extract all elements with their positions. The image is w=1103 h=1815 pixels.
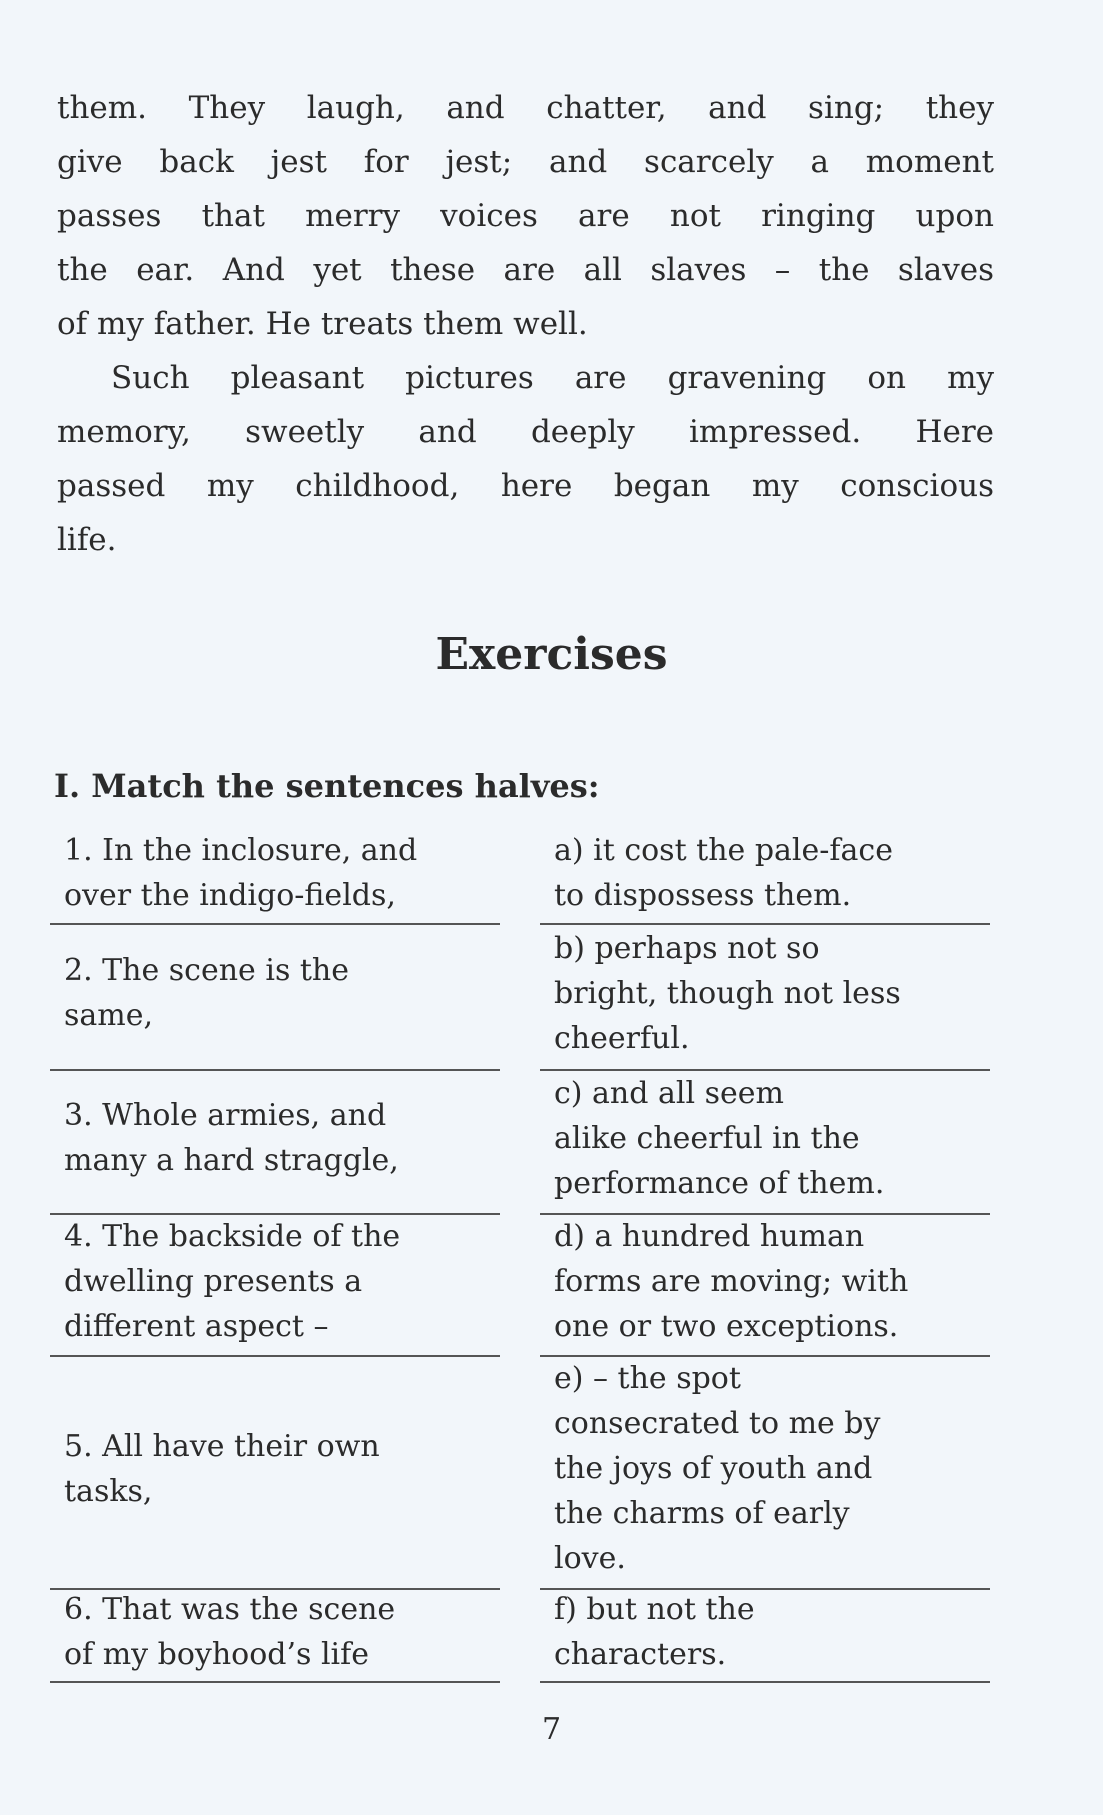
cell-line: 6. That was the scene (64, 1591, 396, 1627)
cell-line: 1. In the inclosure, and (64, 832, 418, 868)
match-left-1 (64, 828, 504, 917)
cell-line: alike cheerful in the (554, 1120, 860, 1156)
match-right-4 (554, 1213, 994, 1349)
cell-line: consecrated to me by (554, 1406, 881, 1441)
section-title: Exercises (435, 629, 668, 680)
cell-line: d) a hundred human (554, 1218, 865, 1254)
match-left-5 (64, 1355, 504, 1582)
cell-line: 5. All have their own (64, 1428, 380, 1464)
match-right-5 (554, 1355, 994, 1582)
page-number: 7 (541, 1712, 562, 1747)
cell-line: forms are moving; with (554, 1263, 909, 1299)
text-line: give back jest for jest; and scarcely a moment (57, 144, 994, 180)
text-line: life. (57, 522, 117, 558)
cell-line: over the indigo-fields, (64, 877, 396, 913)
cell-line: c) and all seem (554, 1075, 784, 1111)
exercise-instruction: I. Match the sentences halves: (54, 767, 600, 805)
text-line: passed my childhood, here began my conscious (57, 468, 994, 504)
match-right-6 (554, 1588, 994, 1675)
row-divider (50, 1681, 500, 1683)
cell-line: bright, though not less (554, 975, 901, 1011)
cell-line: cheerful. (554, 1020, 690, 1056)
text-line: Such pleasant pictures are gravening on my (111, 360, 994, 396)
match-left-4 (64, 1213, 504, 1349)
cell-line: love. (554, 1541, 626, 1576)
cell-line: 2. The scene is the (64, 953, 349, 988)
cell-line: 3. Whole armies, and (64, 1098, 387, 1133)
match-right-3 (554, 1069, 994, 1207)
text-line: of my father. He treats them well. (57, 306, 588, 342)
cell-line: different aspect – (64, 1308, 329, 1344)
match-right-2 (554, 923, 994, 1063)
match-left-3 (64, 1069, 504, 1207)
text-line: the ear. And yet these are all slaves – the slaves (57, 252, 994, 288)
text-line: memory, sweetly and deeply impressed. Here (57, 414, 994, 450)
cell-line: f) but not the (554, 1591, 755, 1627)
cell-line: of my boyhood’s life (64, 1636, 370, 1672)
cell-line: the charms of early (554, 1496, 850, 1531)
cell-line: b) perhaps not so (554, 930, 820, 966)
cell-line: performance of them. (554, 1165, 885, 1201)
cell-line: 4. The backside of the (64, 1218, 401, 1254)
match-left-2 (64, 923, 504, 1063)
row-divider (540, 1681, 990, 1683)
cell-line: one or two exceptions. (554, 1308, 899, 1344)
cell-line: a) it cost the pale-face (554, 832, 893, 868)
match-left-6 (64, 1588, 504, 1675)
cell-line: to dispossess them. (554, 877, 852, 913)
cell-line: tasks, (64, 1473, 153, 1509)
match-right-1 (554, 828, 994, 917)
cell-line: dwelling presents a (64, 1263, 363, 1299)
cell-line: characters. (554, 1636, 727, 1672)
cell-line: the joys of youth and (554, 1451, 873, 1486)
cell-line: e) – the spot (554, 1361, 741, 1396)
cell-line: same, (64, 998, 154, 1033)
cell-line: many a hard straggle, (64, 1143, 399, 1178)
text-line: them. They laugh, and chatter, and sing; they (57, 90, 994, 126)
text-line: passes that merry voices are not ringing upon (57, 198, 994, 234)
